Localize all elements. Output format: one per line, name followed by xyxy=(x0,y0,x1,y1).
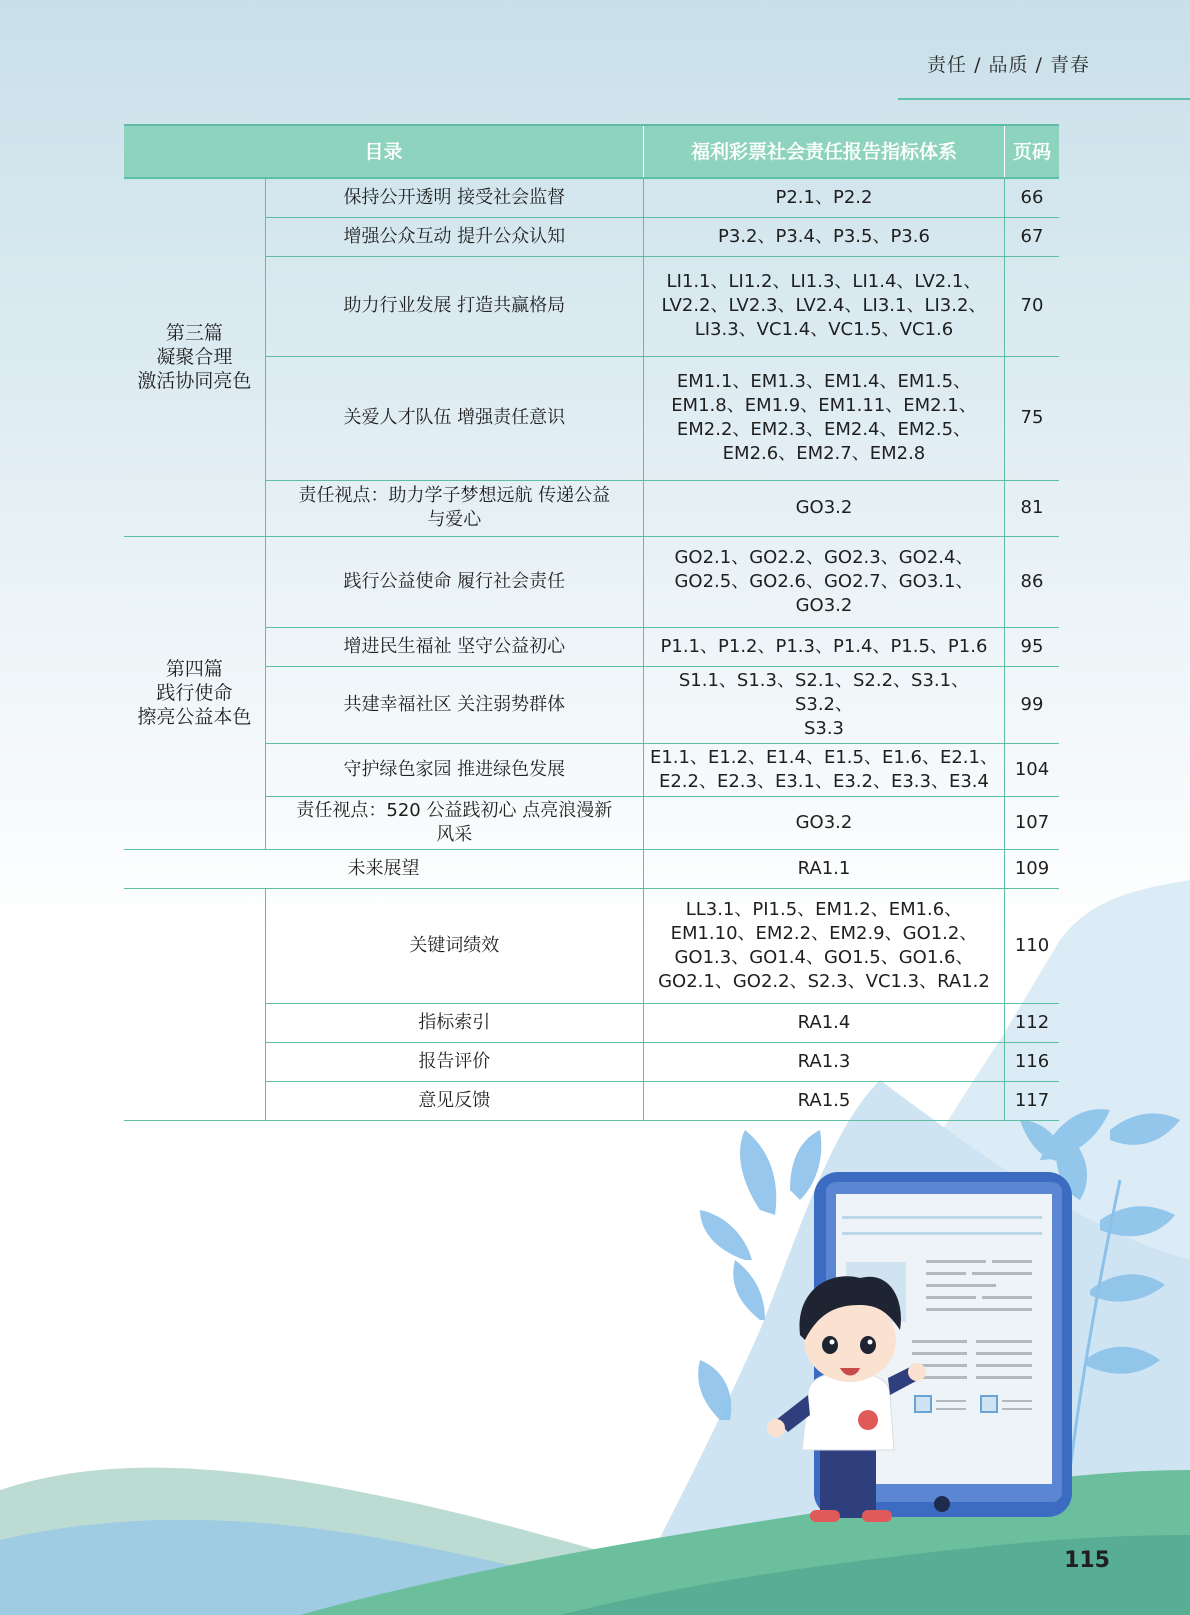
section-title: 关爱人才队伍 增强责任意识 xyxy=(265,356,643,480)
table-row xyxy=(124,1081,1059,1120)
table-row xyxy=(124,849,1059,888)
indicator-codes: P2.1、P2.2 xyxy=(643,178,1004,217)
table-row xyxy=(124,536,1059,627)
table-header-row xyxy=(124,125,1059,178)
page-ref: 109 xyxy=(1005,849,1059,888)
part-three-line: 凝聚合理 xyxy=(156,346,233,369)
appendix-empty-cell xyxy=(124,888,265,1120)
indicator-codes: RA1.3 xyxy=(643,1042,1004,1081)
indicator-codes: RA1.5 xyxy=(643,1081,1004,1120)
indicator-codes: LI1.1、LI1.2、LI1.3、LI1.4、LV2.1、 LV2.2、LV2.3、LV2.4、LI3.1、LI3.2、 LI3.3、VC1.4、VC1.5、VC1.6 xyxy=(643,256,1004,356)
table-row xyxy=(124,480,1059,536)
section-title: 责任视点：助力学子梦想远航 传递公益 与爱心 xyxy=(265,480,643,536)
section-title: 增强公众互动 提升公众认知 xyxy=(265,217,643,256)
page-ref: 70 xyxy=(1005,256,1059,356)
table-row xyxy=(124,666,1059,743)
table-row xyxy=(124,178,1059,217)
section-title: 指标索引 xyxy=(265,1003,643,1042)
part-four-line: 第四篇 xyxy=(165,657,223,680)
part-label-four xyxy=(124,536,265,849)
table-row xyxy=(124,888,1059,1003)
section-title: 践行公益使命 履行社会责任 xyxy=(265,536,643,627)
indicator-codes: P3.2、P3.4、P3.5、P3.6 xyxy=(643,217,1004,256)
part-four-line: 擦亮公益本色 xyxy=(137,705,252,728)
section-title: 共建幸福社区 关注弱势群体 xyxy=(265,666,643,743)
section-title: 保持公开透明 接受社会监督 xyxy=(265,178,643,217)
page-number: 115 xyxy=(1064,1548,1110,1573)
table-header-contents: 目录 xyxy=(124,125,643,178)
header-tagline: 责任 / 品质 / 青春 xyxy=(927,54,1090,76)
section-title: 责任视点：520 公益践初心 点亮浪漫新 风采 xyxy=(265,796,643,849)
section-title: 意见反馈 xyxy=(265,1081,643,1120)
section-title: 守护绿色家园 推进绿色发展 xyxy=(265,743,643,796)
section-title: 报告评价 xyxy=(265,1042,643,1081)
indicator-codes: S1.1、S1.3、S2.1、S2.2、S3.1、S3.2、 S3.3 xyxy=(643,666,1004,743)
part-three-line: 第三篇 xyxy=(165,322,223,345)
part-label-three xyxy=(124,178,265,536)
indicator-codes: E1.1、E1.2、E1.4、E1.5、E1.6、E2.1、 E2.2、E2.3、E3.1、E3.2、E3.3、E3.4 xyxy=(643,743,1004,796)
indicator-codes: RA1.1 xyxy=(643,849,1004,888)
section-title: 关键词绩效 xyxy=(265,888,643,1003)
indicator-codes: EM1.1、EM1.3、EM1.4、EM1.5、 EM1.8、EM1.9、EM1.11、EM2.1、 EM2.2、EM2.3、EM2.4、EM2.5、 EM2.6、EM2.7、EM2.8 xyxy=(643,356,1004,480)
indicator-codes: P1.1、P1.2、P1.3、P1.4、P1.5、P1.6 xyxy=(643,627,1004,666)
table-header-page: 页码 xyxy=(1005,125,1059,178)
indicator-codes: GO3.2 xyxy=(643,480,1004,536)
page-ref: 95 xyxy=(1005,627,1059,666)
page-ref: 107 xyxy=(1005,796,1059,849)
indicator-codes: RA1.4 xyxy=(643,1003,1004,1042)
table-row xyxy=(124,356,1059,480)
page-ref: 67 xyxy=(1005,217,1059,256)
contents-table xyxy=(124,124,1059,1121)
indicator-codes: LL3.1、PI1.5、EM1.2、EM1.6、 EM1.10、EM2.2、EM2.9、GO1.2、 GO1.3、GO1.4、GO1.5、GO1.6、 GO2.1、GO2.2、S2.3、VC1.3、RA1.2 xyxy=(643,888,1004,1003)
page-ref: 86 xyxy=(1005,536,1059,627)
table-row xyxy=(124,627,1059,666)
page-ref: 66 xyxy=(1005,178,1059,217)
page-ref: 99 xyxy=(1005,666,1059,743)
page-ref: 116 xyxy=(1005,1042,1059,1081)
table-row xyxy=(124,256,1059,356)
section-title: 未来展望 xyxy=(124,849,643,888)
section-title: 增进民生福祉 坚守公益初心 xyxy=(265,627,643,666)
page-ref: 110 xyxy=(1005,888,1059,1003)
table-row xyxy=(124,217,1059,256)
table-header-indicators: 福利彩票社会责任报告指标体系 xyxy=(643,125,1004,178)
table-row xyxy=(124,796,1059,849)
header-divider xyxy=(898,98,1190,100)
table-row xyxy=(124,1042,1059,1081)
indicator-codes: GO2.1、GO2.2、GO2.3、GO2.4、 GO2.5、GO2.6、GO2.7、GO3.1、 GO3.2 xyxy=(643,536,1004,627)
page-ref: 112 xyxy=(1005,1003,1059,1042)
table-row xyxy=(124,743,1059,796)
part-three-line: 激活协同亮色 xyxy=(137,370,252,393)
page-ref: 75 xyxy=(1005,356,1059,480)
section-title: 助力行业发展 打造共赢格局 xyxy=(265,256,643,356)
part-four-line: 践行使命 xyxy=(156,681,233,704)
table-row xyxy=(124,1003,1059,1042)
page-ref: 81 xyxy=(1005,480,1059,536)
page-ref: 117 xyxy=(1005,1081,1059,1120)
indicator-codes: GO3.2 xyxy=(643,796,1004,849)
page-ref: 104 xyxy=(1005,743,1059,796)
